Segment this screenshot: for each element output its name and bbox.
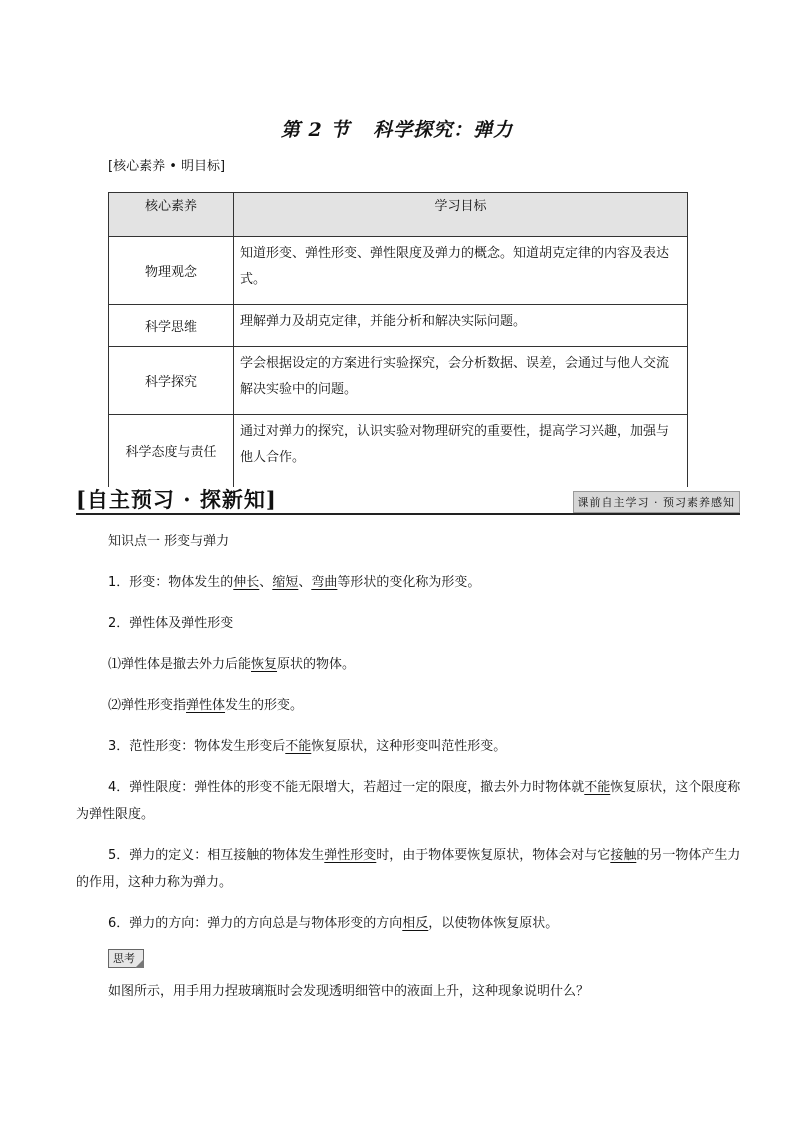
text-run: 5．弹力的定义：相互接触的物体发生	[108, 848, 325, 863]
section-banner	[76, 487, 740, 515]
paragraph-elastic-body-heading: 2．弹性体及弹性形变	[108, 616, 234, 631]
text-run: 6．弹力的方向：弹力的方向总是与物体形变的方向	[108, 916, 403, 931]
goal-cell: 理解弹力及胡克定律，并能分析和解决实际问题。	[234, 305, 688, 347]
text-run: 1．形变：物体发生的	[108, 575, 234, 590]
text-run: 、	[259, 575, 273, 590]
text-run: ，以使物体恢复原状。	[428, 916, 559, 931]
paragraph-deformation	[76, 569, 744, 596]
underlined-term: 不能	[285, 739, 312, 754]
paragraph-elastic-force-direction	[76, 910, 744, 937]
text-run: 恢复原状，这个限度称为弹性限度。	[76, 780, 741, 822]
literacy-cell: 科学思维	[109, 305, 234, 347]
text-run: 4．弹性限度：弹性体的形变不能无限增大，若超过一定的限度，撤去外力时物体就	[108, 780, 585, 795]
goals-table	[108, 192, 688, 487]
literacy-cell: 科学态度与责任	[109, 415, 234, 487]
underlined-term: 弹性体	[186, 698, 226, 713]
table-row	[109, 305, 688, 347]
goal-cell: 学会根据设定的方案进行实验探究，会分析数据、误差，会通过与他人交流解决实验中的问题。	[234, 347, 688, 415]
literacy-cell: 物理观念	[109, 237, 234, 305]
text-run: 时，由于物体要恢复原状，物体会对与它	[376, 848, 611, 863]
underlined-term: 接触	[610, 848, 637, 863]
banner-tag: 课前自主学习 · 预习素养感知	[573, 491, 741, 513]
underlined-term: 相反	[402, 916, 429, 931]
underlined-term: 不能	[584, 780, 611, 795]
text-run: 的另一物体产生力的作用，这种力称为弹力。	[76, 848, 741, 890]
preview-content	[76, 528, 744, 1019]
banner-title: [自主预习 · 探新知]	[76, 487, 277, 512]
paragraph-elastic-deformation	[76, 692, 744, 719]
section-title: 第 2 节 科学探究：弹力	[280, 119, 514, 141]
underlined-term: 弯曲	[311, 575, 338, 590]
goal-cell: 知道形变、弹性形变、弹性限度及弹力的概念。知道胡克定律的内容及表达式。	[234, 237, 688, 305]
corner-mark-icon	[135, 959, 144, 968]
underlined-term: 缩短	[272, 575, 299, 590]
literacy-cell: 科学探究	[109, 347, 234, 415]
table-row	[109, 347, 688, 415]
header-learning-goal: 学习目标	[234, 193, 688, 237]
think-label	[108, 949, 144, 968]
text-run: 3．范性形变：物体发生形变后	[108, 739, 286, 754]
header-core-literacy: 核心素养	[109, 193, 234, 237]
text-run: 、	[298, 575, 312, 590]
table-header-row	[109, 193, 688, 237]
text-run: 恢复原状，这种形变叫范性形变。	[311, 739, 507, 754]
core-literacy-subheading: [核心素养 • 明目标]	[108, 159, 226, 174]
think-label-text: 思考	[113, 952, 135, 965]
knowledge-point-heading: 知识点一 形变与弹力	[108, 534, 230, 549]
table-row	[109, 237, 688, 305]
think-row	[76, 949, 744, 968]
goal-cell: 通过对弹力的探究，认识实验对物理研究的重要性，提高学习兴趣，加强与他人合作。	[234, 415, 688, 487]
underlined-term: 恢复	[251, 657, 278, 672]
paragraph-elastic-limit	[76, 774, 744, 828]
text-run: ⑵弹性形变指	[108, 698, 187, 713]
paragraph-elastic-body	[76, 651, 744, 678]
paragraph-elastic-force-definition	[76, 842, 744, 896]
text-run: 发生的形变。	[225, 698, 304, 713]
paragraph-plastic-deformation	[76, 733, 744, 760]
question-text: 如图所示，用手用力捏玻璃瓶时会发现透明细管中的液面上升，这种现象说明什么？	[108, 984, 590, 999]
table-row	[109, 415, 688, 487]
underlined-term: 伸长	[233, 575, 260, 590]
text-run: 原状的物体。	[277, 657, 356, 672]
text-run: 等形状的变化称为形变。	[337, 575, 481, 590]
underlined-term: 弹性形变	[324, 848, 377, 863]
text-run: ⑴弹性体是撤去外力后能	[108, 657, 252, 672]
